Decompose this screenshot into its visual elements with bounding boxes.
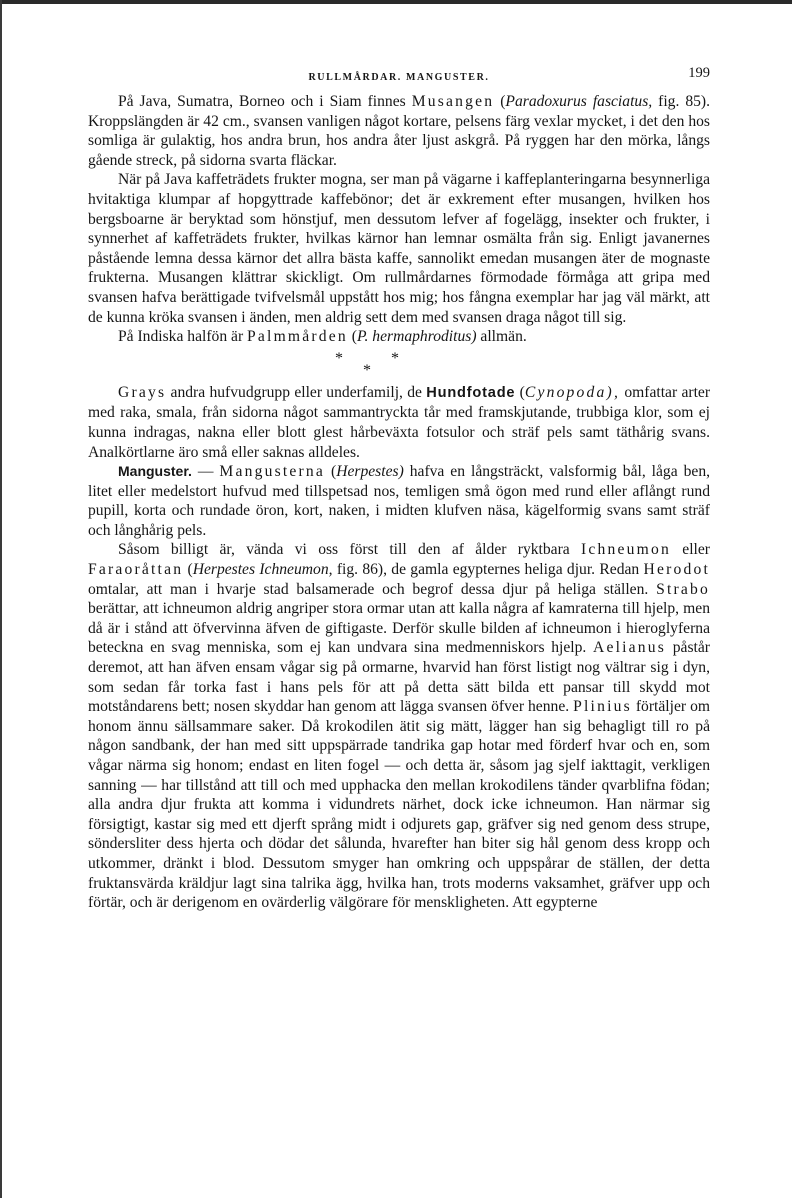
text-run: omtalar, att man i hvarje stad balsamerade och begrof dessa djur på heliga ställen. <box>88 580 657 598</box>
asterisk: * <box>363 361 371 379</box>
asterisk: * <box>335 349 343 367</box>
text-run: ( <box>347 328 357 346</box>
paragraph-cynopoda <box>88 383 710 462</box>
author-name-grays: Grays <box>118 383 167 401</box>
paragraph-coffee: När på Java kaffeträdets frukter mogna, ser man på vägarne i kaffeplanteringarna besynnerliga hvitaktiga klumpar af hopgyttrade kaffebönor; det är exkrement efter musangen, hvilken hos bergsboarne är beryktad som hönstjuf, men dessutom lefver af fogelägg, insekter och frukter, i synnerhet af kaffeträdets frukter, hvilkas kärnor han lemnar osmälta från sig. Enligt javanernes påstående lemna dessa kärnor det allra bästa kaffe, sannolikt emedan musangen äter de mognaste frukterna. Musangen klättrar skickligt. Om rullmårdarnes förmodade förmåga att gripa med svansen hafva berättigade tvifvelsmål uppstått hos mig; hos fångna exemplar har jag väl märkt, att de kunna kröka svansen i änden, men aldrig sett dem med svansen draga något till sig. <box>88 171 710 326</box>
species-name-palmmarden: Palmmården <box>247 328 348 346</box>
section-heading-manguster: Manguster. <box>118 463 192 480</box>
author-name-herodot: Herodot <box>643 561 710 579</box>
text-run: påstår deremot, att han äfven ensam vågar sig på ormarne, hvarvid han först listigt nog vältrar sig i dyn, som sedan får torka fast i hans pels för att på detta sätt bilda ett pansar till skydd mot motståndarens bett; nosen skyddar han genom att lägga svansen öfver henne. <box>88 639 710 716</box>
scientific-name: Paradoxurus fasciatus, <box>505 93 653 110</box>
text-run: eller <box>670 541 711 559</box>
author-name-aelianus: Aelianus <box>593 639 667 657</box>
text-run: förtäljer om honom ännu sällsammare saker. Då krokodilen ätit sig mätt, lägger han sig behagligt till ro på någon sandbank, der han med sitt uppspärrade tandrika gap hotar med förderf hvar och en, som vågar närma sig honom; endast en liten fogel — och detta är, såsom jag sjelf iakttagit, verkligen sanning — har tillstånd att till och med upphacka den mellan krokodilens tänder qvarblifna födan; alla andra djur frukta att komma i vidundrets närhet, dock icke ichneumon. Han närmar sig försigtigt, kastar sig med ett djerft språng midt i odjurets gap, gräfver sig ned genom dess strupe, söndersliter dess hjerta och dödar det sålunda, hvarefter han biter sig hål genom dess kropp och utkommer, dränkt i blod. Dessutom smyger han omkring och uppspårar de ställen, der detta fruktansvärda kräldjur lagt sina talrika ägg, hvilka han, trots moderns vaksamhet, gräfver upp och förtär, och är derigenom en ovärderlig välgörare för menskligheten. Att egypterne <box>88 698 710 912</box>
text-run: — <box>191 463 220 481</box>
paragraph-manguster <box>88 462 710 540</box>
text-run: ( <box>325 463 337 481</box>
text-run: På Java, Sumatra, Borneo och i Siam finnes <box>118 93 412 110</box>
species-name-mangusterna: Mangusterna <box>219 463 326 481</box>
text-run: andra hufvudgrupp eller underfamilj, de <box>166 383 427 401</box>
paragraph-musangen <box>88 92 710 170</box>
author-name-strabo: Strabo <box>656 580 710 598</box>
text-run: Såsom billigt är, vända vi oss först till den af ålder ryktbara <box>118 541 582 559</box>
text-run: fig. 85). Kroppslängden är 42 cm., svansen vanligen något kortare, pelsens färg vexlar mycket, i det den hos somliga är gulaktig, hos andra brun, hos andra åter ljust askgrå. På ryggen har den mörka, långs gående streck, på sidorna svarta fläckar. <box>88 93 711 169</box>
scientific-name: Herpestes) <box>336 463 404 481</box>
text-run: fig. 86), de gamla egypternes heliga djur. Redan <box>332 561 644 579</box>
species-name-faraorattan: Faraoråttan <box>88 561 184 579</box>
paragraph-palmmarden <box>88 327 710 347</box>
running-head <box>88 64 710 92</box>
author-name-plinius: Plinius <box>573 698 632 716</box>
scientific-name: Cynopoda), <box>524 383 621 401</box>
text-run: omfattar arter med raka, smala, från sidorna något sammantryckta tår med framskjutande, trubbiga klor, som ej kunna indragas, nakna eller blott glest hårbeväxta fotsulor och sträf pels samt täthårig svans. Analkörtlarne äro små eller saknas alldeles. <box>88 383 711 461</box>
asterisk: * <box>391 349 399 367</box>
text-run: ( <box>515 383 525 401</box>
page-number: 199 <box>688 65 710 81</box>
scan-border-top <box>0 0 792 4</box>
scientific-name: P. hermaphroditus) <box>356 328 477 346</box>
text-run: hafva en långsträckt, valsformig bål, låga ben, litet eller medelstort hufvud med tillspetsad nos, temligen små ögon med rund eller aflångt rund pupill, korta och rundade öron, kort, naken, i midten klufven näsa, kägelformig svans samt sträf och långhårig pels. <box>88 463 711 539</box>
species-name-ichneumon: Ichneumon <box>581 541 671 559</box>
species-name-musangen: Musangen <box>411 93 495 110</box>
text-run: allmän. <box>476 328 527 346</box>
scientific-name: Herpestes Ichneumon, <box>192 561 333 579</box>
text-run: ( <box>494 93 506 110</box>
text-run: ( <box>183 561 193 579</box>
section-break-asterisks <box>88 347 710 383</box>
text-run: På Indiska halfön är <box>118 328 248 346</box>
group-name-hundfotade: Hundfotade <box>426 384 516 401</box>
text-run: berättar, att ichneumon aldrig angriper stora ormar utan att kalla några af kamraterna till hjelp, men då är i stånd att öfvervinna äfven de giftigaste. Derför skulle bilden af ichneumon i hieroglyferna beteckna en svag menniska, som ej kan undvara sina medmenniskors hjelp. <box>88 600 710 657</box>
running-title: RULLMÅRDAR. MANGUSTER. <box>308 72 490 83</box>
book-page <box>88 64 710 913</box>
scan-border-left <box>0 0 2 1198</box>
paragraph-ichneumon <box>88 540 710 912</box>
